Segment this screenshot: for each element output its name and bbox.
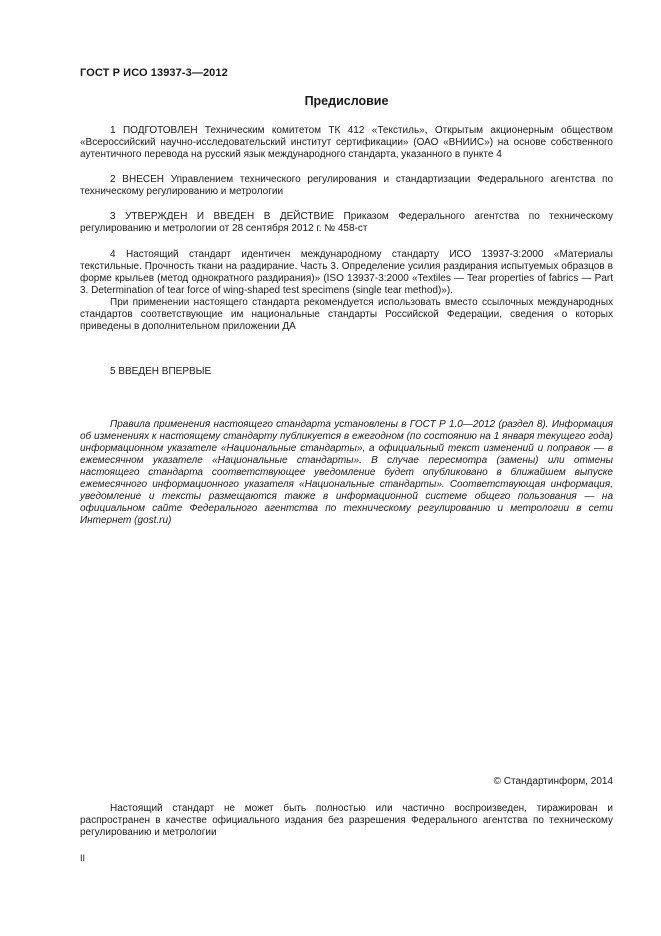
item-4-note: При применении настоящего стандарта рекомендуется использовать вместо ссылочных международных стандартов соответствующие им национальные стандарты Российской Федерации, сведения о которых приведены в дополнительном приложении ДА — [80, 297, 613, 332]
page-title: Предисловие — [304, 94, 389, 108]
item-2 — [80, 174, 613, 198]
document-code: ГОСТ Р ИСО 13937-3—2012 — [80, 67, 228, 79]
reproduction-notice: Настоящий стандарт не может быть полностью или частично воспроизведен, тиражирован и распространен в качестве официального издания без разрешения Федерального агентства по техническому регулированию и метрологии — [80, 803, 613, 838]
application-notice-text: Правила применения настоящего стандарта установлены в ГОСТ Р 1.0—2012 (раздел 8). Информация об изменениях к настоящему стандарту публикуется в ежегодном (по состоянию на 1 января текущего года) информационном указателе «Национальные стандарты», а официальный текст изменений и поправок — в ежемесячном указателе «Национальные стандарты». В случае пересмотра (замены) или отмены настоящего стандарта соответствующее уведомление будет опубликовано в ближайшем выпуске ежемесячного информационного указателя «Национальные стандарты». Соответствующая информация, уведомление и тексты размещаются также в информационной системе общего пользования — на официальном сайте Федерального агентства по техническому регулированию и метрологии в сети Интернет (gost.ru) — [80, 419, 613, 526]
item-2-text: 2 ВНЕСЕН Управлением технического регулирования и стандартизации Федерального агентства по техническому регулированию и метрологии — [80, 174, 613, 197]
copyright: © Стандартинформ, 2014 — [493, 776, 613, 787]
application-notice — [80, 419, 613, 527]
item-3-text: 3 УТВЕРЖДЕН И ВВЕДЕН В ДЕЙСТВИЕ Приказом Федерального агентства по техническому регулированию и метрологии от 28 сентября 2012 г. № 458-ст — [80, 211, 613, 234]
page-number: II — [80, 853, 86, 863]
item-1-text: 1 ПОДГОТОВЛЕН Техническим комитетом ТК 412 «Текстиль», Открытым акционерным обществом «Всероссийский научно-исследовательский институт сертификации» (ОАО «ВНИИС») на основе собственного аутентичного перевода на русский язык международного стандарта, указанного в пункте 4 — [80, 125, 613, 160]
item-5-text: 5 ВВЕДЕН ВПЕРВЫЕ — [110, 366, 212, 377]
item-1 — [80, 125, 613, 161]
item-4-text: 4 Настоящий стандарт идентичен международному стандарту ИСО 13937-3:2000 «Материалы текстильные. Прочность ткани на раздирание. Часть 3. Определение усилия раздирания испытуемых образцов в форме крыльев (метод однократного раздирания)» (ISO 13937-3:2000 «Textiles — Tear properties of fabrics — Part 3. Determination of tear force of wing-shaped test specimens (single tear method)»). — [80, 249, 613, 296]
item-5 — [80, 366, 613, 378]
item-3 — [80, 211, 613, 235]
item-4 — [80, 249, 613, 333]
